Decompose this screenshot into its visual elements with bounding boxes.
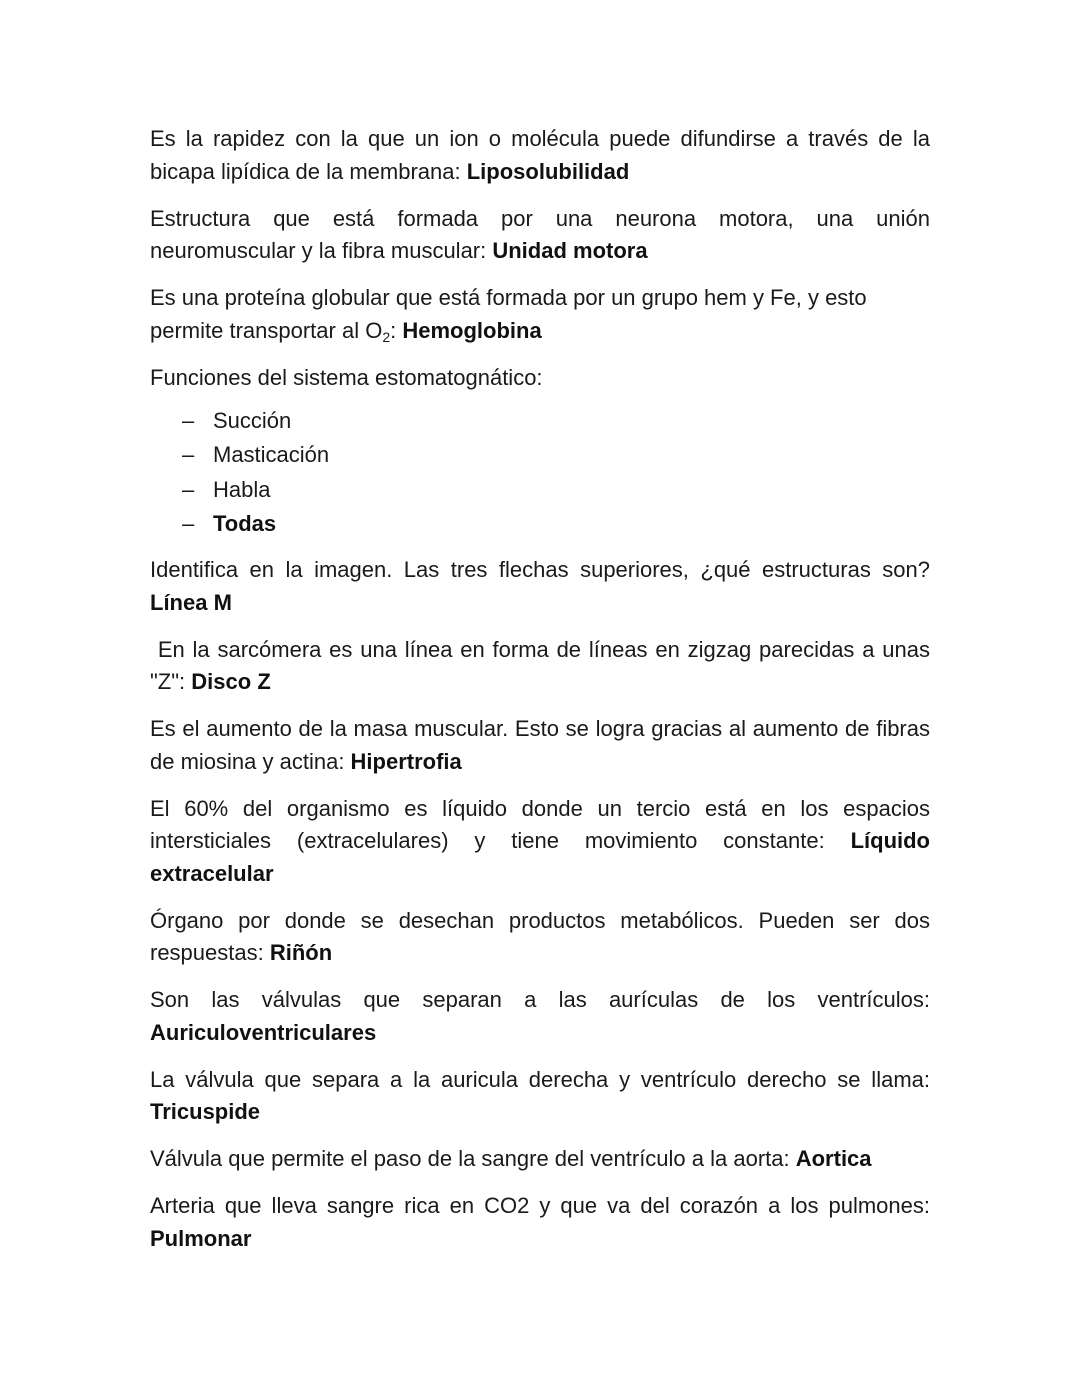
answer: Hemoglobina (402, 317, 542, 343)
answer: Todas (213, 510, 277, 536)
answer: Auriculoventriculares (150, 1019, 377, 1045)
question-rinon: Órgano por donde se desechan productos metabólicos. Pueden ser dos respuestas: Riñón (150, 907, 930, 966)
question-auriculoventriculares: Son las válvulas que separan a las aurículas de los ventrículos: Auriculoventriculares (150, 987, 930, 1045)
question-hipertrofia: Es el aumento de la masa muscular. Esto se logra gracias al aumento de fibras de miosina y actina: Hipertrofia (150, 716, 930, 774)
answer: Liposolubilidad (466, 158, 630, 184)
list-item: – Masticación (182, 442, 330, 468)
answer: Tricuspide (150, 1099, 261, 1125)
list-item: – Habla (182, 476, 271, 502)
question-estomatognatico: Funciones del sistema estomatognático: (150, 364, 543, 390)
document-page (150, 123, 937, 1270)
answer: Hipertrofia (350, 748, 462, 774)
answer: Riñón (269, 940, 333, 966)
question-liquido-extracelular: El 60% del organismo es líquido donde un tercio está en los espacios intersticiales (extracelulares) y tiene movimiento constante: Líquido extracelular (150, 795, 930, 886)
options-list (150, 404, 930, 541)
answer: Aortica (795, 1146, 872, 1172)
list-item: – Todas (182, 510, 277, 536)
question-liposolubilidad: Es la rapidez con la que un ion o molécula puede difundirse a través de la bicapa lipídica de la membrana: Liposolubilidad (150, 126, 930, 184)
question-pulmonar: Arteria que lleva sangre rica en CO2 y que va del corazón a los pulmones: Pulmonar (150, 1193, 930, 1251)
question-unidad-motora: Estructura que está formada por una neurona motora, una unión neuromuscular y la fibra muscular: Unidad motora (150, 205, 930, 263)
list-item: – Succión (182, 408, 292, 433)
question-linea-m: Identifica en la imagen. Las tres flechas superiores, ¿qué estructuras son? Línea M (150, 557, 930, 615)
answer: Pulmonar (150, 1225, 252, 1251)
answer: Línea M (150, 589, 232, 615)
question-tricuspide: La válvula que separa a la auricula derecha y ventrículo derecho se llama: Tricuspide (150, 1066, 930, 1125)
question-hemoglobina: Es una proteína globular que está formada por un grupo hem y Fe, y esto permite transportar al $O_2$: Hemoglobina (150, 285, 867, 345)
question-disco-z: En la sarcómera es una línea en forma de líneas en zigzag parecidas a unas "Z": Disco Z (150, 636, 937, 695)
answer: Líquido extracelular (150, 828, 930, 886)
question-aortica: Válvula que permite el paso de la sangre del ventrículo a la aorta: Aortica (150, 1146, 872, 1172)
answer: Disco Z (191, 669, 271, 695)
answer: Unidad motora (492, 238, 648, 263)
